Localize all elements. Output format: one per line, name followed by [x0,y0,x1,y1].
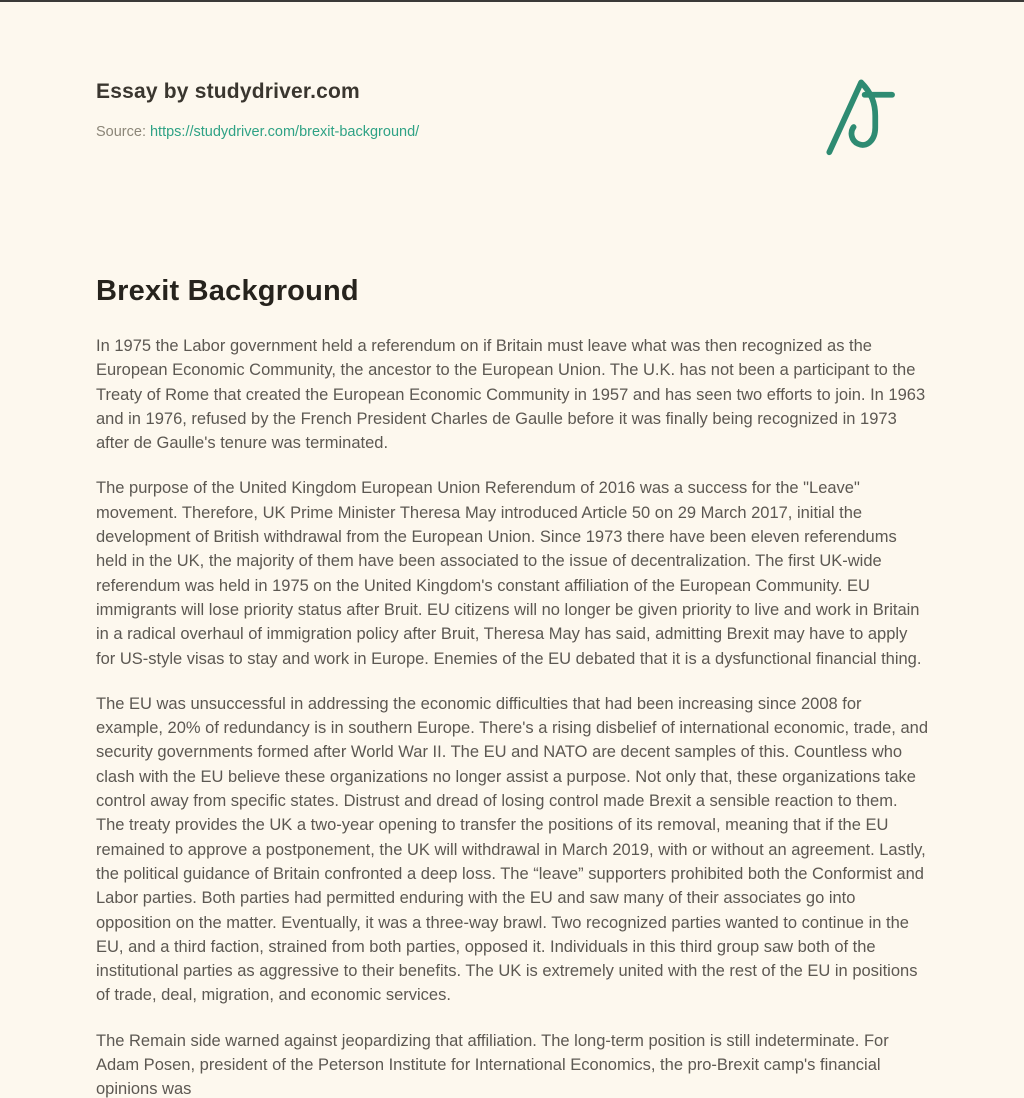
essay-content [96,275,928,1098]
source-line [96,124,419,140]
essay-paragraph: The Remain side warned against jeopardizing that affiliation. The long-term position is still indeterminate. For Adam Posen, president of the Peterson Institute for International Economics, the pro-Brexit camp's financial opinions was [96,1031,889,1098]
essay-paragraph: The EU was unsuccessful in addressing the economic difficulties that had been increasing since 2008 for example, 20% of redundancy is in southern Europe. There's a rising disbelief of international economic, trade, and security governments formed after World War II. The EU and NATO are decent samples of this. Countless who clash with the EU believe these organizations no longer assist a purpose. Not only that, these organizations take control away from specific states. Distrust and dread of losing control made Brexit a sensible reaction to them. The treaty provides the UK a two-year opening to transfer the positions of its removal, meaning that if the EU remained to approve a postponement, the UK will withdrawal in March 2019, with or without an agreement. Lastly, the political guidance of Britain confronted a deep loss. The “leave” supporters prohibited both the Conformist and Labor parties. Both parties had permitted enduring with the EU and saw many of their associates go into opposition on the matter. Eventually, it was a three-way brawl. Two recognized parties wanted to continue in the EU, and a third faction, strained from both parties, opposed it. Individuals in this third group saw both of the institutional parties as aggressive to their benefits. The UK is extremely united with the rest of the EU in positions of trade, deal, migration, and economic services. [96,694,929,1005]
header-text-block [96,80,419,140]
byline: Essay by studydriver.com [96,80,360,103]
studydriver-logo-icon [824,74,900,163]
page-header [96,80,928,163]
essay-paragraphs [96,334,928,1098]
essay-paragraph: In 1975 the Labor government held a referendum on if Britain must leave what was then recognized as the European Economic Community, the ancestor to the European Union. The U.K. has not been a participant to the Treaty of Rome that created the European Economic Community in 1957 and has seen two efforts to join. In 1963 and in 1976, refused by the French President Charles de Gaulle before it was finally being recognized in 1973 after de Gaulle's tenure was terminated. [96,337,926,453]
source-link[interactable]: https://studydriver.com/brexit-background/ [149,124,420,140]
essay-paragraph: The purpose of the United Kingdom European Union Referendum of 2016 was a success for the "Leave" movement. Therefore, UK Prime Minister Theresa May introduced Article 50 on 29 March 2017, initial the development of British withdrawal from the European Union. Since 1973 there have been eleven referendums held in the UK, the majority of them have been associated to the issue of decentralization. The first UK-wide referendum was held in 1975 on the United Kingdom's constant affiliation of the European Community. EU immigrants will lose priority status after Bruit. EU citizens will no longer be given priority to live and work in Britain in a radical overhaul of immigration policy after Bruit, Theresa May has said, admitting Brexit may have to apply for US-style visas to stay and work in Europe. Enemies of the EU debated that it is a dysfunctional financial thing. [96,479,922,668]
essay-title: Brexit Background [96,275,359,307]
source-label: Source: [96,124,146,140]
